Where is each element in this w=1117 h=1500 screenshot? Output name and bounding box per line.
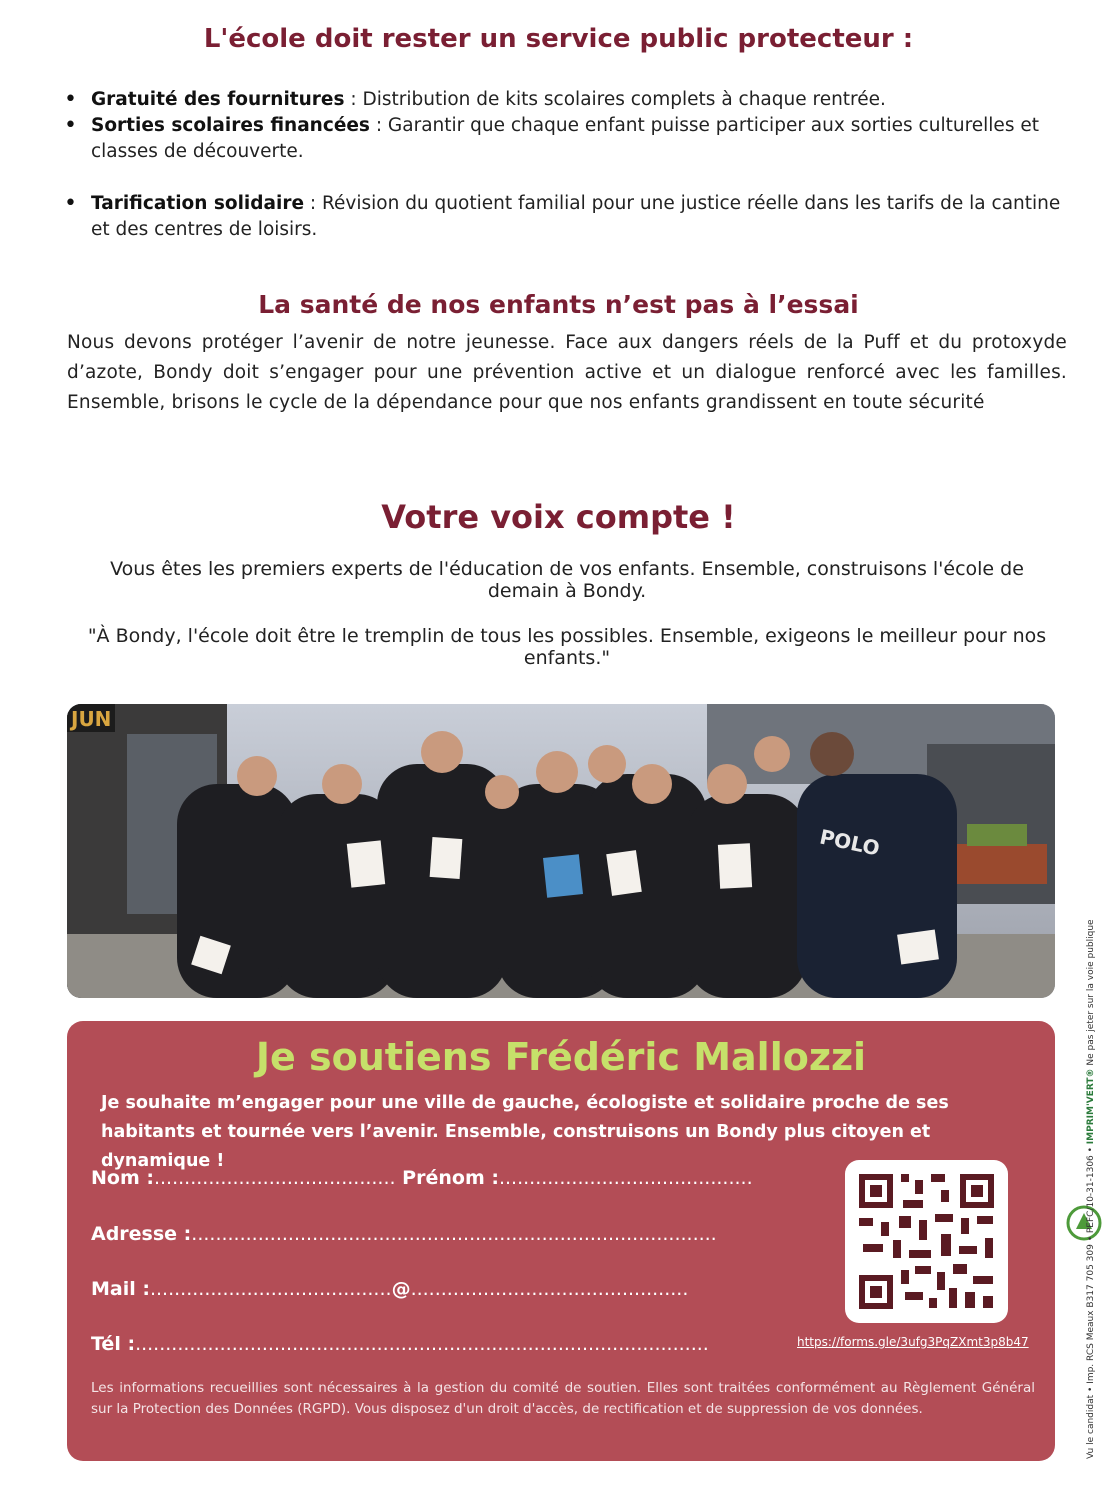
legal-mention-text-2: Ne pas jeter sur la voie publique xyxy=(1086,919,1096,1069)
mail-field-row[interactable] xyxy=(91,1278,801,1300)
phone-field-row[interactable] xyxy=(91,1333,801,1355)
prenom-fill-line[interactable]: .......................................... xyxy=(498,1167,753,1189)
at-sign: @ xyxy=(391,1278,411,1300)
bullet-item-outings xyxy=(64,113,1068,165)
support-intro: Je souhaite m’engager pour une ville de gauche, écologiste et solidaire proche de ses habitants et tournée vers l’avenir. Ensemble, construisons un Bondy plus citoyen et dynamique ! xyxy=(101,1093,949,1171)
mail-fill-line[interactable]: ........................................ xyxy=(149,1278,392,1300)
form-link[interactable]: https://forms.gle/3ufg3PqZXmt3p8b47 xyxy=(797,1335,1029,1349)
adresse-label: Adresse : xyxy=(91,1223,192,1245)
health-paragraph: Nous devons protéger l’avenir de notre jeunesse. Face aux dangers réels de la Puff et du protoxyde d’azote, Bondy doit s’engager pour une prévention active et un dialogue renforcé avec les familles. Ensemble, brisons le cycle de la dépendance pour que nos enfants grandissent en toute sécurité xyxy=(67,332,1067,413)
group-photo xyxy=(67,704,1055,998)
tel-label: Tél : xyxy=(91,1333,136,1355)
bullet-text: : Garantir que chaque enfant puisse participer aux sorties culturelles et classes de découverte. xyxy=(91,115,1039,162)
voice-paragraph: Vous êtes les premiers experts de l'éducation de vos enfants. Ensemble, construisons l'école de demain à Bondy. xyxy=(110,558,1024,602)
name-field-row[interactable] xyxy=(91,1167,801,1189)
pefc-logo-icon xyxy=(1066,1205,1102,1245)
school-heading: L'école doit rester un service public protecteur : xyxy=(203,24,914,54)
support-title: Je soutiens Frédéric Mallozzi xyxy=(255,1035,867,1079)
sweater-text: POLO xyxy=(817,824,882,861)
bullet-label: Gratuité des fournitures xyxy=(91,89,345,110)
bullet-list xyxy=(64,113,1068,165)
support-card xyxy=(67,1021,1055,1461)
legal-mention-text: Vu le candidat • Imp. RCS Meaux B317 705 309 • PEFC/10-31-1306 • xyxy=(1086,1144,1096,1459)
imprimvert-brand: IMPRIM'VERT® xyxy=(1086,1068,1096,1145)
bullet-label: Sorties scolaires financées xyxy=(91,115,370,136)
qr-code-icon xyxy=(845,1160,1008,1323)
rgpd-notice: Les informations recueillies sont nécessaires à la gestion du comité de soutien. Elles sont traitées conformément au Règlement Général sur la Protection des Données (RGPD). Vous disposez d'un droit d'accès, de rectification et de suppression de vos données. xyxy=(91,1380,1035,1417)
address-field-row[interactable] xyxy=(91,1223,801,1245)
mail-label: Mail : xyxy=(91,1278,150,1300)
prenom-label: Prénom : xyxy=(395,1167,499,1189)
bullet-label: Tarification solidaire xyxy=(91,193,304,214)
adresse-fill-line[interactable]: ....................................................................................... xyxy=(191,1223,717,1245)
voice-quote: "À Bondy, l'école doit être le tremplin de tous les possibles. Ensemble, exigeons le meilleur pour nos enfants." xyxy=(87,625,1047,669)
tel-fill-line[interactable]: ............................................................................................... xyxy=(135,1333,709,1355)
mail-domain-fill-line[interactable]: .............................................. xyxy=(410,1278,689,1300)
voice-heading: Votre voix compte ! xyxy=(381,498,736,536)
bullet-list xyxy=(64,87,1068,113)
qr-code[interactable] xyxy=(845,1160,1008,1323)
bullet-text: : Distribution de kits scolaires complets à chaque rentrée. xyxy=(344,89,886,110)
health-heading: La santé de nos enfants n’est pas à l’essai xyxy=(258,290,859,319)
bullet-item-supplies xyxy=(64,87,1068,113)
bullet-list xyxy=(64,191,1068,243)
shop-sign-text: JUN xyxy=(71,707,112,731)
nom-label: Nom : xyxy=(91,1167,154,1189)
bullet-item-pricing xyxy=(64,191,1068,243)
group-photo-illustration xyxy=(67,704,1055,998)
bullet-text: : Révision du quotient familial pour une justice réelle dans les tarifs de la cantine et des centres de loisirs. xyxy=(91,193,1061,240)
nom-fill-line[interactable]: ........................................ xyxy=(153,1167,396,1189)
legal-mention xyxy=(1086,919,1096,1459)
